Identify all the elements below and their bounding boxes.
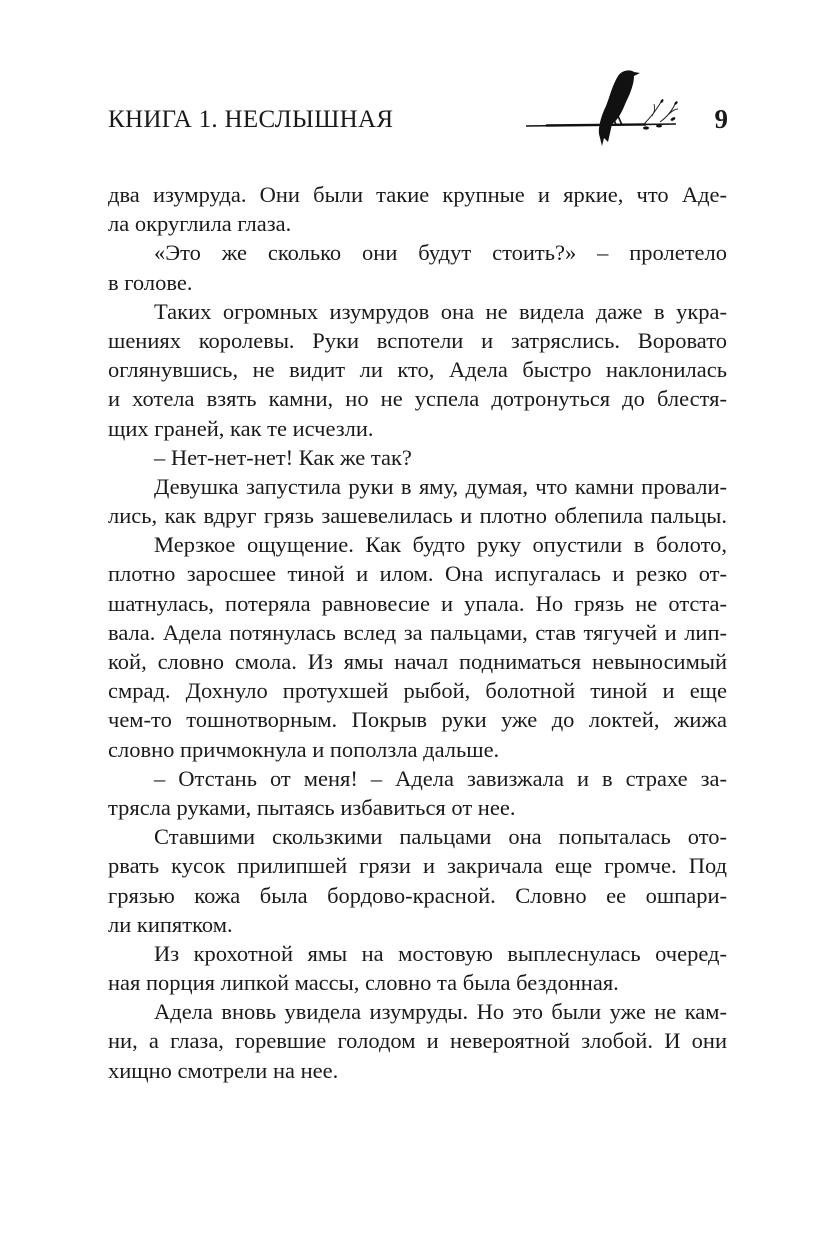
text-line: Адела вновь увидела изумруды. Но это были уже не кам-: [154, 999, 727, 1025]
text-line: шениях королевы. Руки вспотели и затряслись. Воровато: [108, 327, 727, 353]
page-number: 9: [714, 104, 728, 134]
text-line: Девушка запустила руки в яму, думая, что камни провали-: [154, 473, 727, 499]
text-line: ла округлила глаза.: [108, 211, 292, 237]
text-line: – Нет-нет-нет! Как же так?: [154, 444, 412, 470]
text-line: – Отстань от меня! – Адела завизжала и в страхе за-: [154, 765, 727, 791]
text-line: Мерзкое ощущение. Как будто руку опустили в болото,: [154, 532, 727, 558]
text-line: Ставшими скользкими пальцами она попыталась ото-: [154, 824, 727, 850]
text-line: смрад. Дохнуло протухшей рыбой, болотной тиной и еще: [108, 678, 727, 704]
running-head: [108, 104, 728, 144]
text-line: чем-то тошнотворным. Покрыв руки уже до локтей, жижа: [108, 707, 727, 733]
text-line: щих граней, как те исчезли.: [108, 415, 374, 441]
text-line: ли кипятком.: [108, 911, 233, 937]
text-line: ни, а глаза, горевшие голодом и невероятной злобой. И они: [108, 1028, 727, 1054]
text-line: ная порция липкой массы, словно та была бездонная.: [108, 970, 619, 996]
text-line: шатнулась, потеряла равновесие и упала. Но грязь не отста-: [108, 590, 727, 616]
text-line: плотно заросшее тиной и илом. Она испугалась и резко от-: [108, 561, 727, 587]
text-line: оглянувшись, не видит ли кто, Адела быстро наклонилась: [108, 357, 727, 383]
text-line: кой, словно смола. Из ямы начал подниматься невыносимый: [108, 649, 727, 674]
text-line: хищно смотрели на нее.: [108, 1057, 339, 1083]
raven-on-branch-icon: [526, 64, 706, 149]
text-line: «Это же сколько они будут стоить?» – пролетело: [154, 240, 727, 266]
text-line: в голове.: [108, 269, 193, 295]
text-line: словно причмокнула и поползла дальше.: [108, 736, 500, 762]
text-line: грязью кожа была бордово-красной. Словно ее ошпари-: [108, 882, 727, 908]
text-line: Из крохотной ямы на мостовую выплеснулась очеред-: [154, 940, 727, 966]
text-line: трясла руками, пытаясь избавиться от нее.: [108, 794, 516, 820]
text-line: два изумруда. Они были такие крупные и яркие, что Аде-: [108, 182, 727, 207]
text-line: лись, как вдруг грязь зашевелилась и плотно облепила пальцы.: [108, 503, 727, 529]
text-line: и хотела взять камни, но не успела дотронуться до блестя-: [108, 386, 727, 412]
text-line: Таких огромных изумрудов она не видела даже в укра-: [154, 298, 727, 324]
text-line: вала. Адела потянулась вслед за пальцами, став тягучей и лип-: [108, 619, 727, 645]
text-line: рвать кусок прилипшей грязи и закричала еще громче. Под: [108, 853, 727, 879]
body-text: [108, 180, 727, 1085]
book-title: КНИГА 1. НЕСЛЫШНАЯ: [108, 106, 394, 133]
